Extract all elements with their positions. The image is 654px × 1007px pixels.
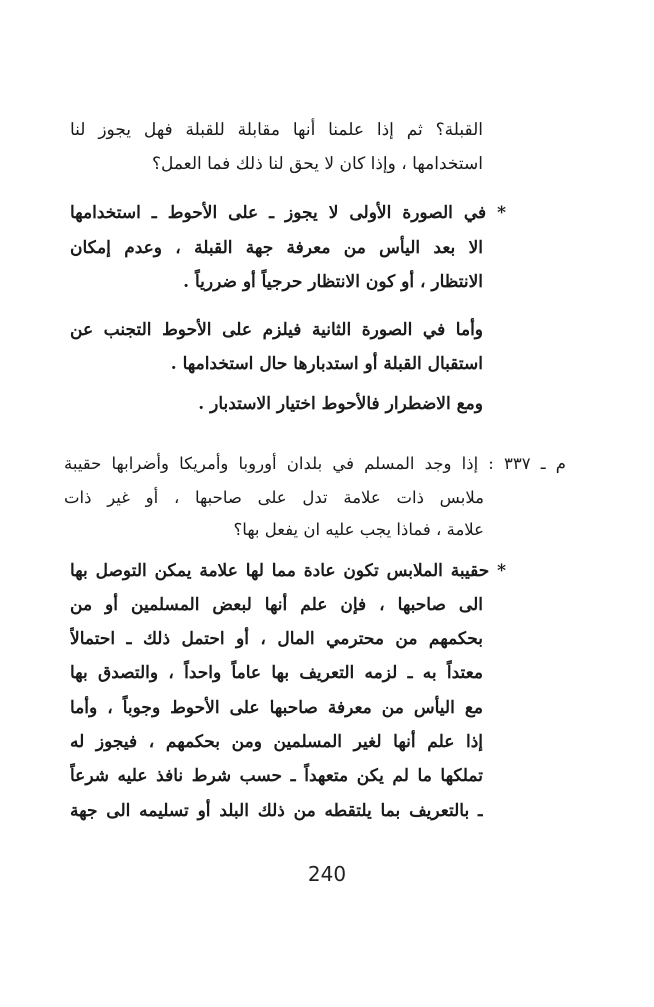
answer1-line-3: الانتظار ، أو كون الانتظار حرجياً أو ضررياً . (183, 272, 483, 292)
answer4-line-1: * حقيبة الملابس تكون عادة مما لها علامة يمكن التوصل بها (70, 561, 506, 581)
answer4-line-8: ـ بالتعريف بما يلتقطه من ذلك البلد أو تسليمه الى جهة (70, 801, 483, 821)
intro-line-2: استخدامها ، وإذا كان لا يحق لنا ذلك فما العمل؟ (151, 154, 483, 174)
question-line-3: علامة ، فماذا يجب عليه ان يفعل بها؟ (233, 520, 484, 539)
question-line-2: ملابس ذات علامة تدل على صاحبها ، أو غير ذات (64, 488, 484, 507)
question-line-1: م ـ ٣٣٧ : إذا وجد المسلم في بلدان أوروبا وأمريكا وأضرابها حقيبة (64, 454, 566, 473)
answer4-line-6: إذا علم أنها لغير المسلمين ومن بحكمهم ، فيجوز له (70, 732, 483, 752)
answer2-line-2: استقبال القبلة أو استدبارها حال استخدامها . (170, 354, 483, 374)
answer1-line-2: الا بعد اليأس من معرفة جهة القبلة ، وعدم إمكان (70, 238, 483, 258)
answer4-line-4: معتداً به ـ لزمه التعريف بها عاماً واحداً ، والتصدق بها (70, 663, 483, 683)
answer4-line-7: تملكها ما لم يكن متعهداً ـ حسب شرط نافذ عليه شرعاً (70, 766, 483, 786)
answer2-line-1: وأما في الصورة الثانية فيلزم على الأحوط التجنب عن (70, 320, 483, 340)
page-number: 240 (307, 862, 347, 886)
answer4-line-2: الى صاحبها ، فإن علم أنها لبعض المسلمين أو من (70, 595, 483, 615)
answer3-line-1: ومع الاضطرار فالأحوط اختيار الاستدبار . (198, 394, 483, 414)
answer4-line-3: بحكمهم من محترمي المال ، أو احتمل ذلك ـ احتمالاً (70, 629, 483, 649)
intro-line-1: القبلة؟ ثم إذا علمنا أنها مقابلة للقبلة فهل يجوز لنا (70, 120, 483, 140)
answer4-line-5: مع اليأس من معرفة صاحبها على الأحوط وجوباً ، وأما (70, 698, 483, 718)
answer1-line-1: * في الصورة الأولى لا يجوز ـ على الأحوط ـ استخدامها (70, 203, 506, 223)
